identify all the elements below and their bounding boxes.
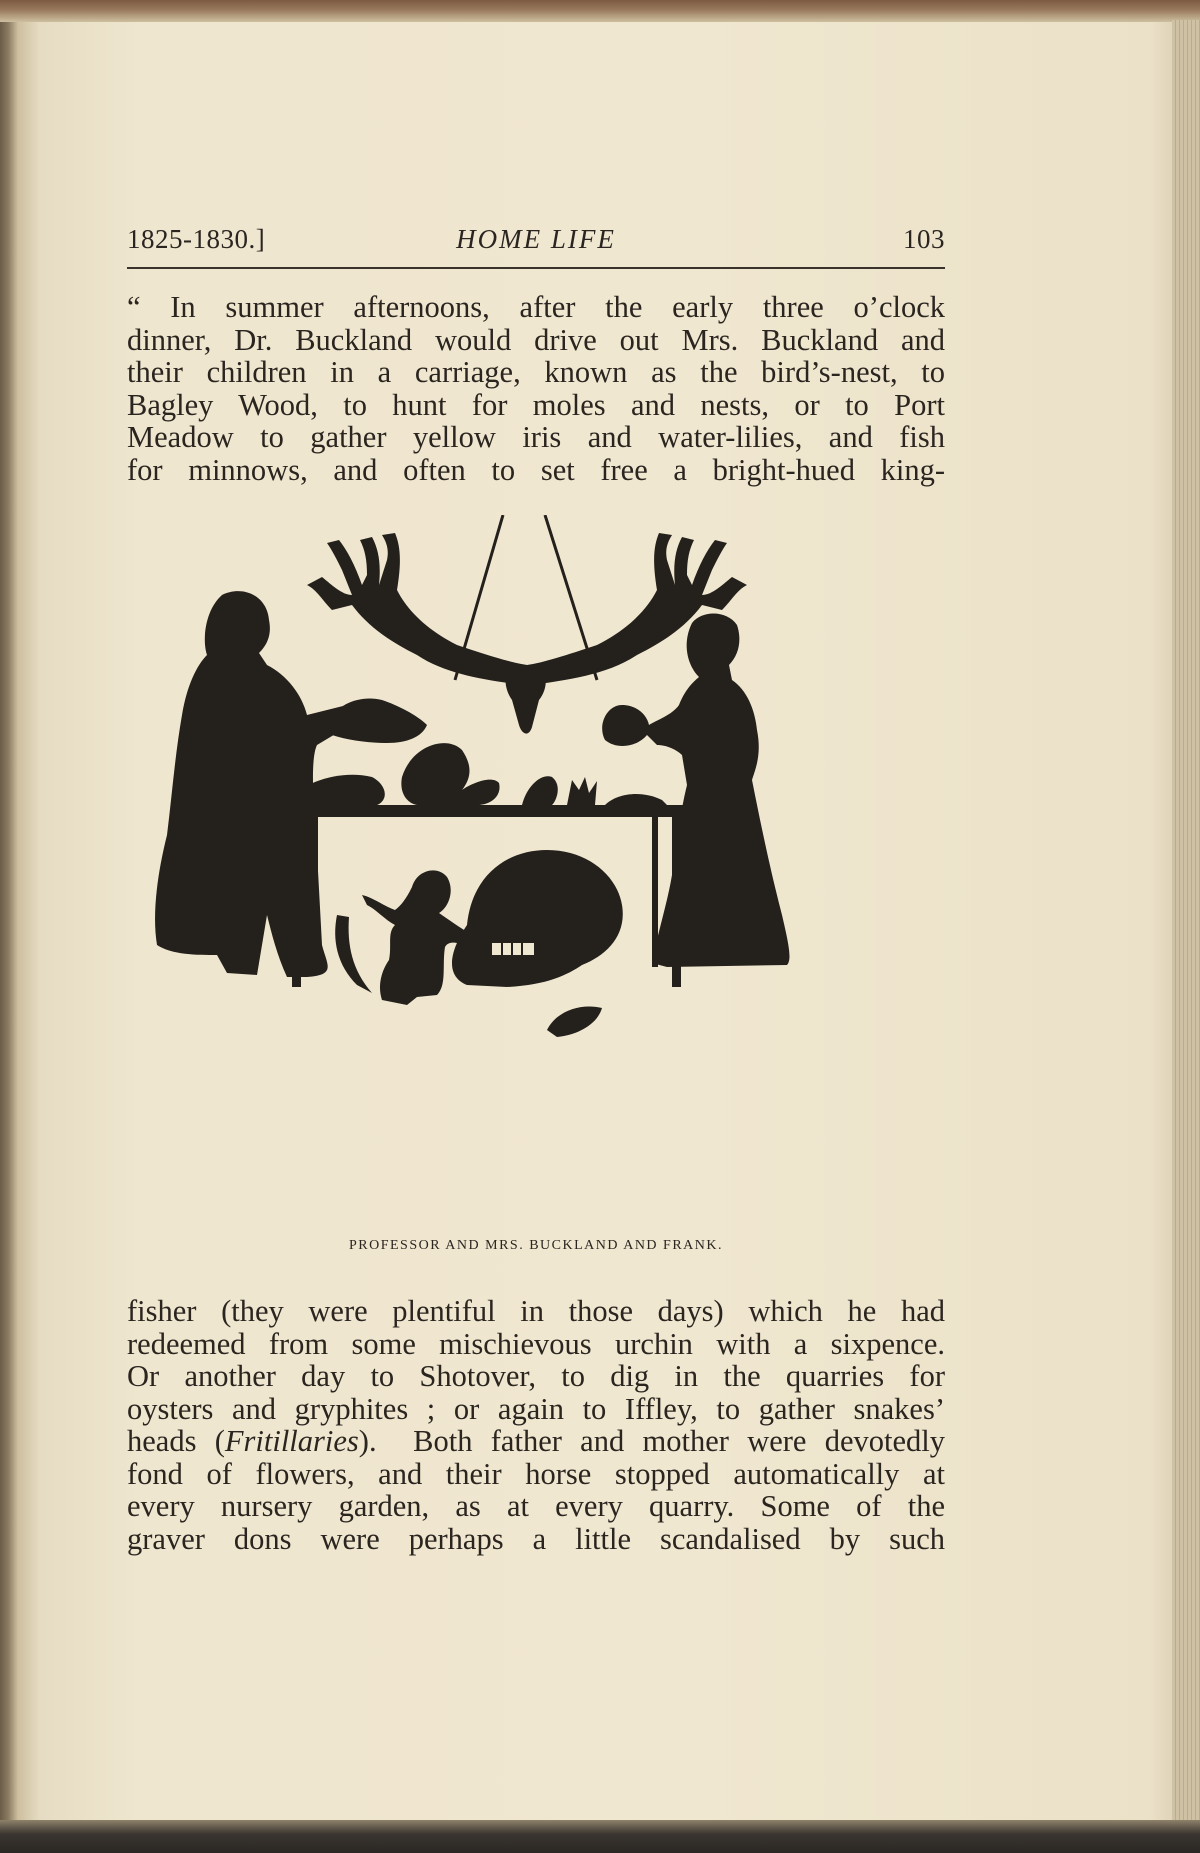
running-head-dates: 1825-1830.] bbox=[127, 224, 266, 254]
text-line: Or another day to Shotover, to dig in the quarries for bbox=[127, 1359, 945, 1393]
text-fragment: Both father and mother were devotedly bbox=[413, 1424, 946, 1458]
shell-silhouette bbox=[605, 794, 667, 805]
running-head-title: HOME LIFE bbox=[456, 224, 616, 254]
text-line-italic bbox=[127, 1425, 945, 1458]
book-top-edge bbox=[0, 0, 1200, 22]
coral-silhouette bbox=[567, 777, 597, 805]
running-header bbox=[127, 224, 945, 264]
text-line: fond of flowers, and their horse stopped automatically at bbox=[127, 1456, 945, 1491]
text-line: their children in a carriage, known as the bird’s-nest, to bbox=[127, 355, 945, 389]
reptile-skull-silhouette bbox=[332, 699, 427, 743]
text-line: Bagley Wood, to hunt for moles and nests, or to Port bbox=[127, 387, 945, 422]
text-line: graver dons were perhaps a little scandalised by such bbox=[127, 1521, 945, 1556]
text-line: for minnows, and often to set free a bright-hued king- bbox=[127, 452, 945, 487]
italic-term: Fritillaries bbox=[224, 1424, 359, 1458]
table-top bbox=[275, 805, 705, 817]
antler-fragment-silhouette bbox=[335, 915, 372, 993]
skull-silhouette bbox=[506, 665, 546, 734]
text-line: oysters and gryphites ; or again to Iffley, to gather snakes’ bbox=[127, 1391, 945, 1426]
text-line: “ In summer afternoons, after the early three o’clock bbox=[127, 290, 945, 324]
silhouette-illustration bbox=[127, 515, 945, 1235]
shell-silhouette bbox=[522, 776, 558, 805]
book-bottom-edge bbox=[0, 1820, 1200, 1853]
mrs-buckland-silhouette bbox=[602, 613, 789, 967]
text-line: every nursery garden, as at every quarry. Some of the bbox=[127, 1489, 945, 1523]
figure-caption: PROFESSOR AND MRS. BUCKLAND AND FRANK. bbox=[348, 1238, 724, 1253]
large-skull-silhouette bbox=[452, 850, 623, 987]
bone-silhouette bbox=[401, 743, 499, 805]
text-line: Meadow to gather yellow iris and water-lilies, and fish bbox=[127, 420, 945, 454]
text-fragment: heads ( bbox=[127, 1424, 225, 1458]
paragraph-top bbox=[127, 291, 945, 486]
text-line: fisher (they were plentiful in those days) which he had bbox=[127, 1294, 945, 1328]
page-stack-edge bbox=[1172, 20, 1200, 1820]
page-number: 103 bbox=[903, 224, 945, 254]
child-silhouette bbox=[362, 870, 472, 1005]
table-leg bbox=[292, 817, 301, 987]
antlers-silhouette bbox=[307, 533, 527, 685]
table-leg bbox=[312, 817, 318, 967]
text-line: redeemed from some mischievous urchin with a sixpence. bbox=[127, 1326, 945, 1361]
text-fragment: ). bbox=[358, 1424, 377, 1458]
header-rule bbox=[127, 267, 945, 269]
paragraph-bottom bbox=[127, 1295, 945, 1555]
text-line: dinner, Dr. Buckland would drive out Mrs. Buckland and bbox=[127, 322, 945, 357]
fragment-silhouette bbox=[547, 1006, 602, 1037]
